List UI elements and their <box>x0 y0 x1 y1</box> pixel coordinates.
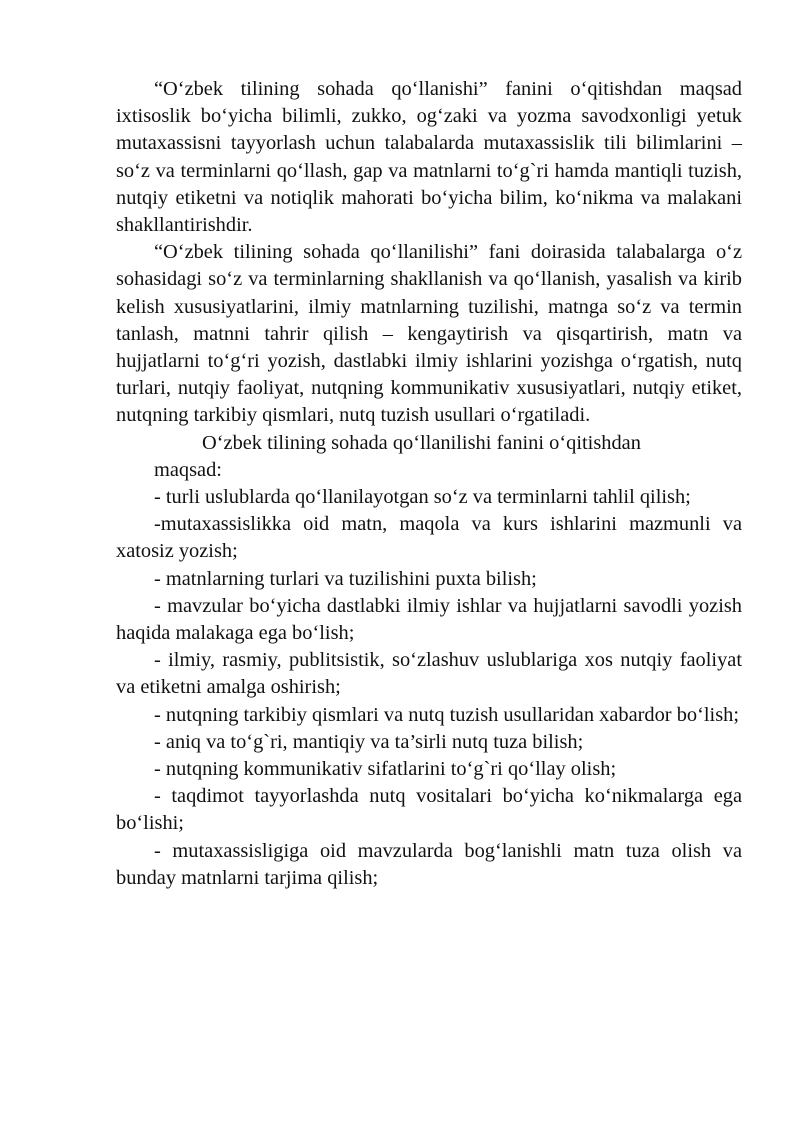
goal-heading-line: O‘zbek tilining sohada qo‘llanilishi fanini o‘qitishdan <box>202 431 641 454</box>
document-page <box>116 76 742 892</box>
list-item: - mutaxassisligiga oid mavzularda bog‘lanishli matn tuza olish va bunday matnlarni tarjima qilish; <box>116 839 742 889</box>
intro-paragraph: “O‘zbek tilining sohada qo‘llanishi” fanini o‘qitishdan maqsad ixtisoslik bo‘yicha bilimli, zukko, og‘zaki va yozma savodxonligi yetuk mutaxassisni tayyorlash uchun talabalarda mutaxassislik tili bilimlarini – so‘z va terminlarni qo‘llash, gap va matnlarni to‘g`ri hamda mantiqli tuzish, nutqiy etiketni va notiqlik mahorati bo‘yicha bilim, ko‘nikma va malakani shakllantirishdir. <box>116 78 742 237</box>
list-item: - mavzular bo‘yicha dastlabki ilmiy ishlar va hujjatlarni savodli yozish haqida malakaga ega bo‘lish; <box>116 594 742 645</box>
list-item: - nutqning kommunikativ sifatlarini to‘g`ri qo‘llay olish; <box>154 758 617 781</box>
goal-label: maqsad: <box>154 458 222 481</box>
list-item: - ilmiy, rasmiy, publitsistik, so‘zlashuv uslublariga xos nutqiy faoliyat va etiketni amalga oshirish; <box>116 649 742 699</box>
list-item: - nutqning tarkibiy qismlari va nutq tuzish usullaridan xabardor bo‘lish; <box>154 703 739 726</box>
list-item: - taqdimot tayyorlashda nutq vositalari bo‘yicha ko‘nikmalarga ega bo‘lishi; <box>116 785 742 835</box>
list-item: - aniq va to‘g`ri, mantiqiy va ta’sirli nutq tuza bilish; <box>154 730 584 753</box>
scope-paragraph: “O‘zbek tilining sohada qo‘llanilishi” fani doirasida talabalarga o‘z sohasidagi so‘z va terminlarning shakllanish va qo‘llanish, yasalish va kirib kelish xususiyatlarini, ilmiy matnlarning tuzilishi, matnga so‘z va termin tanlash, matnni tahrir qilish – kengaytirish va qisqartirish, matn va hujjatlarni to‘g‘ri yozish, dastlabki ilmiy ishlarini yozishga o‘rgatish, nutq turlari, nutqiy faoliyat, nutqning kommunikativ xususiyatlari, nutqiy etiket, nutqning tarkibiy qismlari, nutq tuzish usullari o‘rgatiladi. <box>116 241 742 427</box>
list-item: - turli uslublarda qo‘llanilayotgan so‘z va terminlarni tahlil qilish; <box>154 486 691 509</box>
list-item: -mutaxassislikka oid matn, maqola va kurs ishlarini mazmunli va xatosiz yozish; <box>116 513 742 563</box>
list-item: - matnlarning turlari va tuzilishini puxta bilish; <box>154 567 537 590</box>
